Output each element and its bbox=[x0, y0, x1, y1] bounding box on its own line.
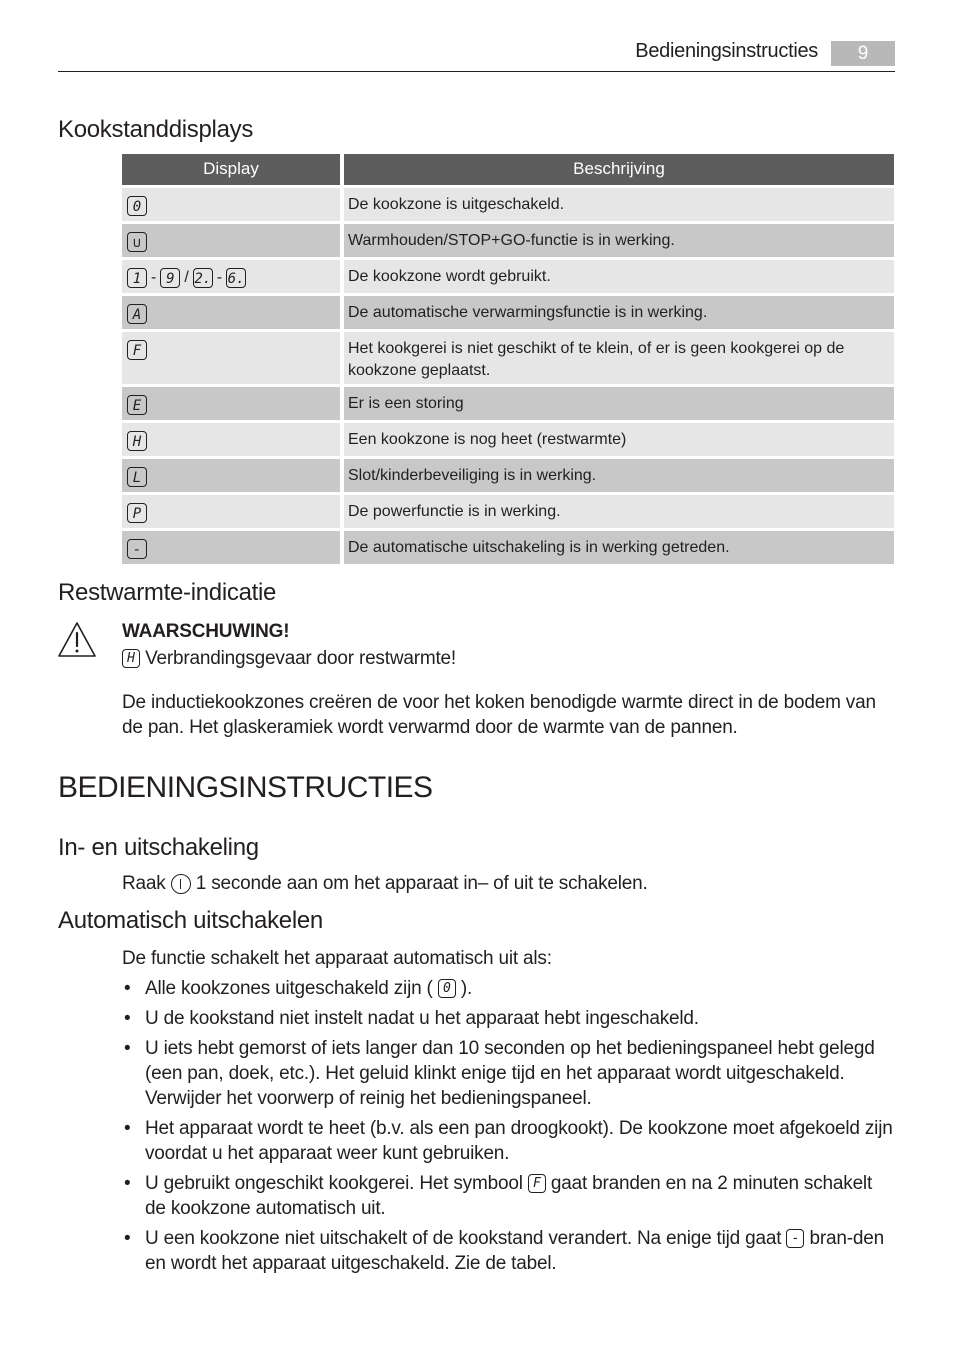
page-number: 9 bbox=[831, 41, 895, 66]
list-item-text: Het apparaat wordt te heet (b.v. als een pan droogkookt). De kookzone moet afgekoeld zijn voordat u het apparaat weer kunt gebruiken. bbox=[145, 1118, 893, 1164]
display-symbol: P bbox=[127, 503, 147, 523]
list-item bbox=[122, 1226, 897, 1276]
on-off-instruction bbox=[122, 871, 648, 896]
list-item bbox=[122, 1171, 897, 1221]
table-row bbox=[122, 260, 894, 293]
description-cell: De kookzone is uitgeschakeld. bbox=[344, 188, 894, 221]
display-symbol: 6. bbox=[226, 268, 246, 288]
residual-heat-symbol: H bbox=[122, 649, 140, 668]
list-item bbox=[122, 1006, 897, 1031]
list-item bbox=[122, 976, 897, 1001]
page-title: BEDIENINGSINSTRUCTIES bbox=[58, 771, 433, 804]
on-off-text-before: Raak bbox=[122, 873, 166, 894]
display-symbol: L bbox=[127, 467, 147, 487]
description-cell: De automatische uitschakeling is in werking getreden. bbox=[344, 531, 894, 564]
display-cell bbox=[122, 224, 340, 257]
list-item bbox=[122, 1116, 897, 1166]
display-symbol: A bbox=[127, 304, 147, 324]
display-cell bbox=[122, 296, 340, 329]
warning-title: WAARSCHUWING! bbox=[122, 621, 290, 642]
warning-line bbox=[122, 646, 456, 671]
table-row bbox=[122, 224, 894, 257]
separator: - bbox=[151, 269, 157, 286]
on-off-text-after: 1 seconde aan om het apparaat in– of uit te schakelen. bbox=[195, 873, 648, 894]
header-rule bbox=[58, 71, 895, 72]
bullet: • bbox=[124, 1228, 131, 1249]
display-symbol: H bbox=[127, 431, 147, 451]
auto-off-intro: De functie schakelt het apparaat automatisch uit als: bbox=[122, 948, 552, 969]
description-cell: Warmhouden/STOP+GO-functie is in werking. bbox=[344, 224, 894, 257]
heading-on-off: In- en uitschakeling bbox=[58, 834, 259, 861]
display-table bbox=[122, 154, 894, 564]
display-symbol: - bbox=[786, 1229, 804, 1248]
separator: - bbox=[216, 269, 223, 286]
display-symbol: 0 bbox=[438, 979, 456, 998]
display-cell bbox=[122, 188, 340, 221]
display-cell bbox=[122, 495, 340, 528]
description-cell: Het kookgerei is niet geschikt of te klein, of er is geen kookgerei op de kookzone geplaatst. bbox=[344, 332, 894, 384]
column-header-description: Beschrijving bbox=[344, 154, 894, 185]
table-row bbox=[122, 423, 894, 456]
display-symbol: - bbox=[127, 539, 147, 559]
list-item-text-after: gaat branden en na 2 minuten schakelt de kookzone automatisch uit. bbox=[145, 1173, 873, 1219]
table-row bbox=[122, 531, 894, 564]
display-cell bbox=[122, 423, 340, 456]
description-cell: Een kookzone is nog heet (restwarmte) bbox=[344, 423, 894, 456]
residual-heat-paragraph: De inductiekookzones creëren de voor het koken benodigde warmte direct in de bodem van de pan. Het glaskeramiek wordt verwarmd door de warmte van de pannen. bbox=[122, 692, 876, 738]
display-symbol: ∪ bbox=[127, 232, 147, 252]
list-item-text: U iets hebt gemorst of iets langer dan 10 seconden op het bedieningspaneel hebt gelegd (een pan, doek, etc.). Het geluid klinkt enige tijd en het apparaat wordt uitgeschakeld. Verwijder het voorwerp of reinig het bedieningspaneel. bbox=[145, 1038, 875, 1109]
display-symbol: 1 bbox=[127, 268, 147, 288]
display-symbol: 2. bbox=[193, 268, 213, 288]
description-cell: De kookzone wordt gebruikt. bbox=[344, 260, 894, 293]
display-symbol: E bbox=[127, 395, 147, 415]
bullet: • bbox=[124, 1173, 131, 1194]
display-symbol: F bbox=[528, 1174, 546, 1193]
column-header-display: Display bbox=[122, 154, 340, 185]
separator: / bbox=[184, 269, 189, 286]
bullet: • bbox=[124, 1038, 131, 1059]
description-cell: De powerfunctie is in werking. bbox=[344, 495, 894, 528]
display-cell bbox=[122, 387, 340, 420]
display-cell bbox=[122, 260, 340, 293]
warning-text: Verbrandingsgevaar door restwarmte! bbox=[145, 648, 456, 669]
auto-off-list bbox=[122, 976, 897, 1281]
table-row bbox=[122, 495, 894, 528]
list-item bbox=[122, 1036, 897, 1111]
display-cell bbox=[122, 531, 340, 564]
table-row bbox=[122, 296, 894, 329]
table-row bbox=[122, 459, 894, 492]
display-cell bbox=[122, 459, 340, 492]
bullet: • bbox=[124, 1008, 131, 1029]
running-header-title: Bedieningsinstructies bbox=[635, 40, 818, 62]
warning-triangle-icon bbox=[57, 621, 97, 658]
power-icon bbox=[171, 874, 191, 894]
description-cell: Slot/kinderbeveiliging is in werking. bbox=[344, 459, 894, 492]
heading-auto-off: Automatisch uitschakelen bbox=[58, 907, 323, 934]
display-symbol: 9 bbox=[160, 268, 180, 288]
list-item-text: U gebruikt ongeschikt kookgerei. Het symbool bbox=[145, 1173, 523, 1194]
description-cell: De automatische verwarmingsfunctie is in werking. bbox=[344, 296, 894, 329]
table-row bbox=[122, 332, 894, 384]
bullet: • bbox=[124, 978, 131, 999]
list-item-text: Alle kookzones uitgeschakeld zijn ( bbox=[145, 978, 433, 999]
description-cell: Er is een storing bbox=[344, 387, 894, 420]
table-header bbox=[122, 154, 894, 185]
display-symbol: F bbox=[127, 340, 147, 360]
list-item-text: U de kookstand niet instelt nadat u het apparaat hebt ingeschakeld. bbox=[145, 1008, 699, 1029]
table-row bbox=[122, 387, 894, 420]
table-row bbox=[122, 188, 894, 221]
heading-residual-heat: Restwarmte-indicatie bbox=[58, 579, 277, 606]
display-cell bbox=[122, 332, 340, 384]
bullet: • bbox=[124, 1118, 131, 1139]
display-symbol: 0 bbox=[127, 196, 147, 216]
list-item-text-after: bran-den en wordt het apparaat uitgeschakeld. Zie de tabel. bbox=[145, 1228, 884, 1274]
heading-cooking-displays: Kookstanddisplays bbox=[58, 116, 254, 143]
list-item-text: U een kookzone niet uitschakelt of de kookstand verandert. Na enige tijd gaat bbox=[145, 1228, 782, 1249]
list-item-text-after: ). bbox=[460, 978, 473, 999]
